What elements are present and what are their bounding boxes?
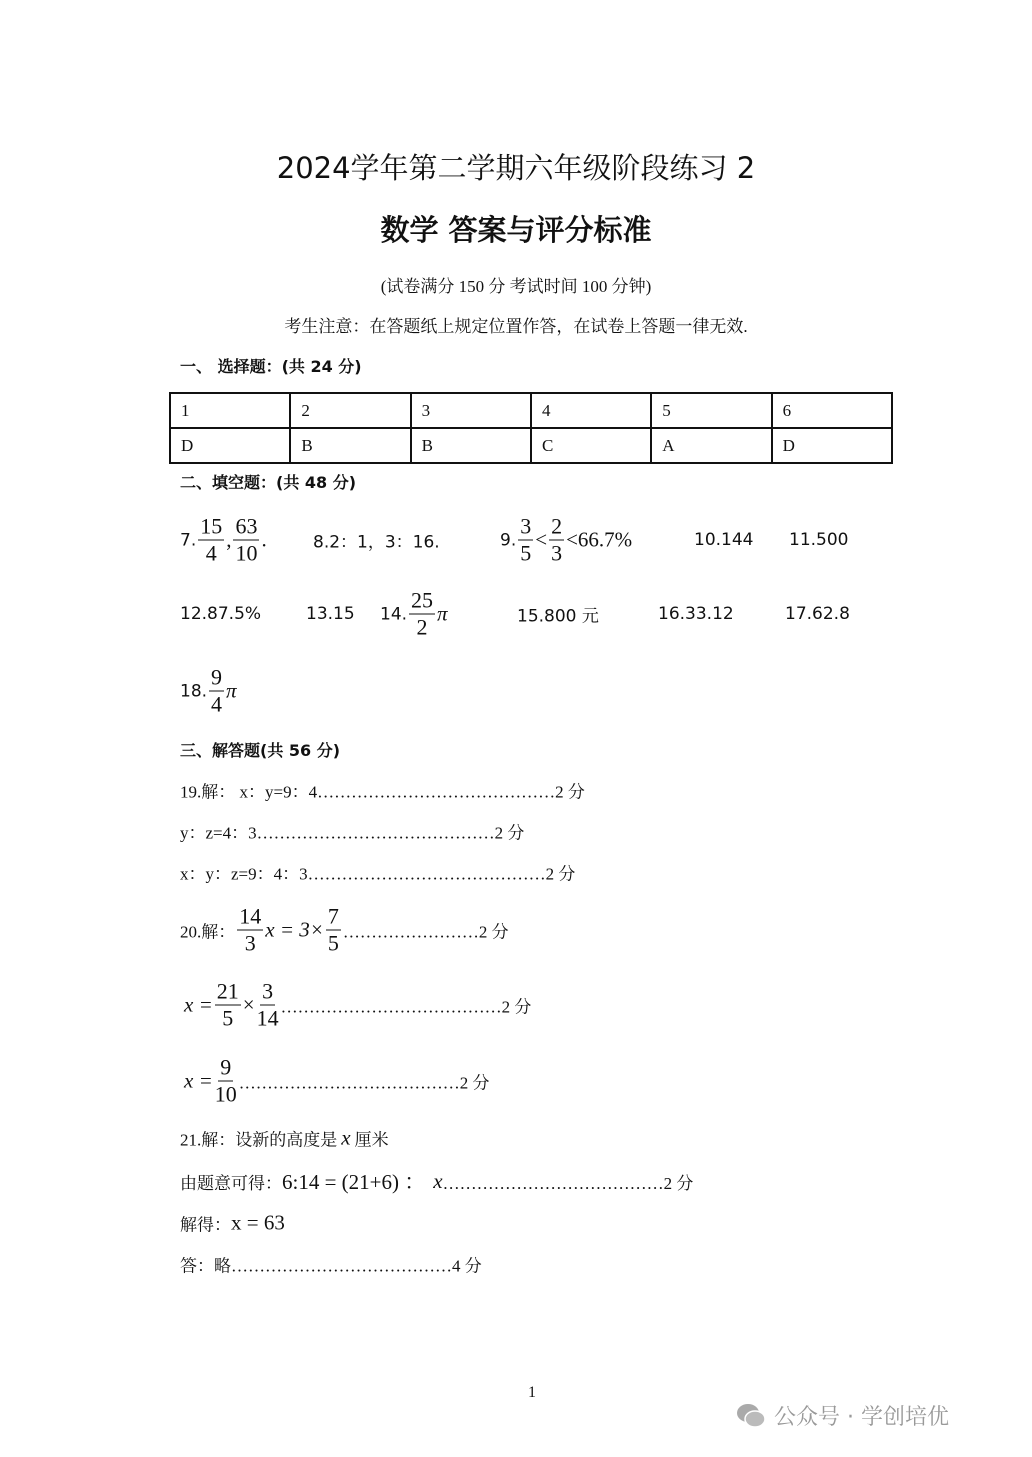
cell: A (651, 428, 771, 463)
denominator: 10 (214, 1081, 237, 1107)
denominator: 2 (416, 614, 428, 640)
denominator: 3 (551, 540, 563, 566)
less-than: < (535, 527, 548, 552)
answer-q15: 15.800 元 (517, 606, 599, 627)
pi: π (226, 678, 237, 703)
text: 厘米 (354, 1130, 389, 1150)
watermark (736, 1400, 949, 1431)
numerator: 21 (216, 978, 239, 1004)
denominator: 5 (222, 1005, 234, 1031)
denominator: 4 (205, 540, 217, 566)
rest: <66.7% (566, 527, 633, 552)
doc-subtitle: 数学 答案与评分标准 (380, 213, 652, 247)
fraction (209, 665, 224, 718)
numerator: 3 (262, 978, 274, 1004)
numerator: 2 (551, 513, 563, 539)
section2-title: 二、填空题：(共 48 分) (180, 473, 357, 492)
answer-q17: 17.62.8 (785, 604, 850, 624)
answer-q14 (380, 588, 448, 641)
answer-q16: 16.33.12 (658, 604, 734, 624)
expr: x = (184, 992, 213, 1017)
q21-line4: 答：略…………………………………4 分 (180, 1256, 482, 1276)
var: x (433, 1168, 443, 1193)
table-row (170, 428, 892, 463)
label: 14. (380, 604, 408, 624)
var: x (341, 1125, 351, 1150)
numerator: 25 (411, 587, 434, 613)
denominator: 4 (211, 691, 223, 717)
label: 9. (500, 530, 517, 550)
denominator: 14 (256, 1005, 279, 1031)
q20-line1 (180, 904, 509, 957)
doc-title: 2024学年第二学期六年级阶段练习 2 (276, 151, 756, 185)
text: 21.解：设新的高度是 (180, 1130, 338, 1150)
fraction (237, 904, 263, 957)
wechat-icon (736, 1402, 766, 1430)
answer-q10: 10.144 (694, 530, 754, 550)
cell: 2 (290, 393, 410, 428)
answer-q11: 11.500 (789, 530, 849, 550)
denominator: 3 (244, 930, 256, 956)
section1-title: 一、 选择题：(共 24 分) (180, 357, 362, 376)
score: …………………………………2 分 (442, 1173, 694, 1193)
fraction (233, 514, 259, 567)
times: × (242, 992, 255, 1017)
cell: C (531, 428, 651, 463)
numerator: 9 (220, 1054, 232, 1080)
section3-title: 三、解答题(共 56 分) (180, 741, 341, 760)
label: 20.解： (180, 922, 236, 942)
fraction (215, 1055, 237, 1108)
pi: π (437, 601, 448, 626)
fraction (549, 514, 564, 567)
cell: 6 (772, 393, 892, 428)
cell: D (170, 428, 290, 463)
table-row (170, 393, 892, 428)
notice: 考生注意：在答题纸上规定位置作答，在试卷上答题一律无效. (284, 317, 748, 336)
cell: B (290, 428, 410, 463)
answer-q7 (180, 514, 267, 567)
answer-q18 (180, 665, 237, 718)
exam-info: (试卷满分 150 分 考试时间 100 分钟) (380, 277, 652, 296)
fraction (215, 979, 241, 1032)
numerator: 9 (211, 664, 223, 690)
q19-line: x：y：z=9：4：3……………………………………2 分 (180, 864, 576, 884)
answer-q12: 12.87.5% (180, 604, 262, 624)
q21-line2 (180, 1166, 693, 1196)
q21-line3 (180, 1211, 285, 1236)
q19-line: 19.解： x：y=9：4……………………………………2 分 (180, 782, 585, 802)
denominator: 5 (327, 930, 339, 956)
cell: 1 (170, 393, 290, 428)
cell: B (411, 428, 531, 463)
fraction (198, 514, 224, 567)
q20-line3 (184, 1055, 490, 1108)
score: …………………………………2 分 (238, 1073, 490, 1093)
score: ……………………2 分 (342, 922, 509, 942)
answer-q9 (500, 514, 632, 567)
cell: 4 (531, 393, 651, 428)
text: 由题意可得： (180, 1173, 282, 1193)
label: 7. (180, 530, 197, 550)
end: . (261, 527, 267, 552)
denominator: 10 (235, 540, 258, 566)
fraction (326, 904, 341, 957)
expr: x = (184, 1068, 213, 1093)
numerator: 3 (520, 513, 532, 539)
expr: x = 3× (265, 917, 324, 942)
page-number: 1 (528, 1384, 536, 1401)
cell: 3 (411, 393, 531, 428)
q19-line: y：z=4：3……………………………………2 分 (180, 823, 525, 843)
numerator: 7 (327, 903, 339, 929)
cell: D (772, 428, 892, 463)
label: 18. (180, 681, 208, 701)
watermark-text: 公众号 · 学创培优 (774, 1405, 949, 1430)
answer-q13: 13.15 (306, 604, 355, 624)
fraction (257, 979, 279, 1032)
expr: x = 63 (231, 1210, 285, 1235)
denominator: 5 (520, 540, 532, 566)
answer-q8: 8.2：1，3：16. (313, 532, 440, 553)
numerator: 63 (235, 513, 258, 539)
numerator: 15 (200, 513, 223, 539)
q21-line1 (180, 1126, 389, 1151)
fraction (518, 514, 533, 567)
fraction (409, 588, 435, 641)
expr: 6:14 = (21+6) ： (282, 1170, 426, 1194)
text: 解得： (180, 1215, 231, 1235)
score: …………………………………2 分 (280, 997, 532, 1017)
choice-answer-table (169, 392, 893, 464)
sep: , (226, 527, 232, 552)
cell: 5 (651, 393, 771, 428)
q20-line2 (184, 979, 531, 1032)
numerator: 14 (239, 903, 262, 929)
